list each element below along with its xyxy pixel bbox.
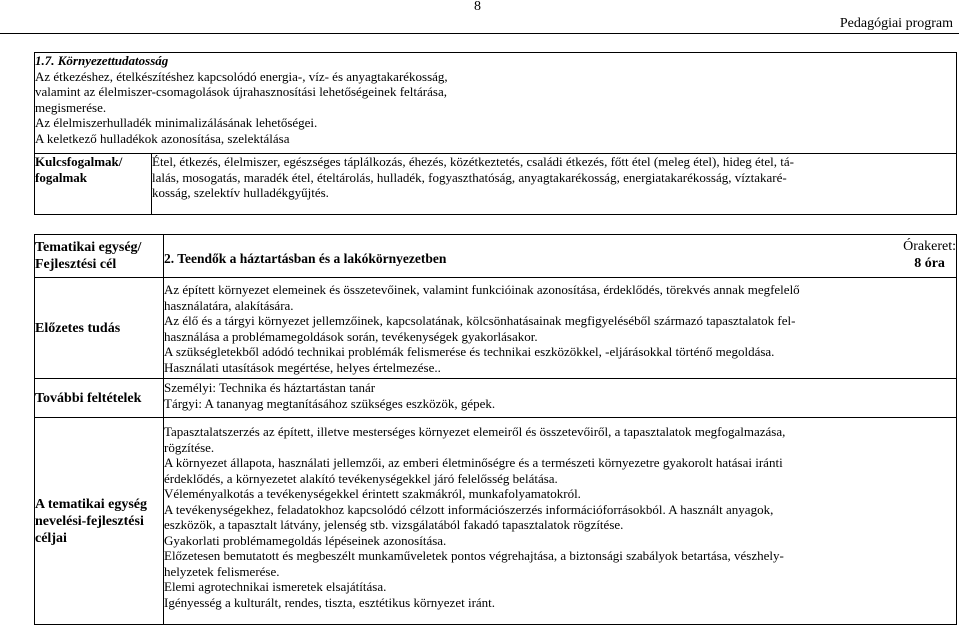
prior-knowledge-line: használatára, alakítására.: [164, 297, 294, 313]
page-number: 8: [474, 0, 481, 14]
prior-knowledge-line: Az épített környezet elemeinek és összetevőinek, valamint funkcióinak azonosítása, érdeklődés, törekvés annak megfelelő: [164, 282, 800, 297]
conditions-cell: [164, 379, 957, 418]
conditions-label-cell: [35, 379, 164, 418]
prior-knowledge-label: Előzetes tudás: [35, 320, 121, 336]
goals-line: Gyakorlati problémamegoldás lépéseinek azonosítása.: [164, 532, 447, 548]
intro-line: Az étkezéshez, ételkészítéshez kapcsolódó energia-, víz- és anyagtakarékosság,: [35, 68, 448, 84]
goals-label: A tematikai egység: [35, 496, 147, 512]
keywords-line: lalás, mosogatás, maradék étel, ételtárolás, hulladék, fogyaszthatóság, anyagtakarékosság, energiatakarékosság, víztakaré-: [152, 169, 787, 185]
keywords-label-cell: [35, 154, 152, 215]
prior-knowledge-line: Használati utasítások megértése, helyes értelmezése..: [164, 359, 441, 375]
topic-label: Tematikai egység/: [35, 240, 142, 255]
goals-line: Véleményalkotás a tevékenységekkel érintett szakmákról, munkafolyamatokról.: [164, 486, 581, 501]
goals-line: Előzetesen bemutatott és megbeszélt munkaműveletek pontos végrehajtása, a biztonsági szabályok betartása, vészhely-: [164, 548, 784, 563]
hours-value: 8 óra: [914, 256, 945, 271]
keywords-label: fogalmak: [35, 169, 87, 185]
topic-label: Fejlesztési cél: [35, 257, 117, 272]
goals-line: A tevékenységekhez, feladatokhoz kapcsolódó célzott információszerzés információforrásokból. A használt anyagok,: [164, 501, 774, 517]
goals-row: [35, 418, 957, 625]
topic-row: [35, 235, 957, 278]
prior-knowledge-line: Az élő és a tárgyi környezet jellemzőinek, kapcsolatának, kölcsönhatásainak megfigyeléséből származó tapasztalatok fel-: [164, 313, 796, 328]
hours-block: [903, 235, 956, 272]
intro-row: [35, 53, 957, 154]
keywords-text-cell: [152, 154, 957, 215]
document-header-title: Pedagógiai program: [839, 16, 953, 31]
topic-title: 2. Teendők a háztartásban és a lakókörnyezetben: [164, 251, 447, 266]
goals-label: nevelési-fejlesztési: [35, 513, 144, 529]
keywords-row: [35, 154, 957, 215]
thematic-unit-table: [34, 234, 957, 625]
goals-label-cell: [35, 418, 164, 625]
goals-line: Tapasztalatszerzés az épített, illetve mesterséges környezet elemeiről és összetevőiről, a tapasztalatok megfogalmazása,: [164, 424, 786, 439]
topic-label-cell: [35, 235, 164, 278]
keywords-line: Étel, étkezés, élelmiszer, egészséges táplálkozás, éhezés, közétkeztetés, családi étkezés, főtt étel (meleg étel), hideg étel, tá-: [152, 154, 794, 169]
prior-knowledge-cell: [164, 278, 957, 379]
section-heading: 1.7. Környezettudatosság: [35, 53, 169, 68]
hours-label: Órakeret:: [903, 239, 956, 254]
intro-line: megismerése.: [35, 99, 107, 115]
intro-cell: [35, 53, 957, 154]
goals-line: eszközök, a tapasztalt látvány, jelenség stb. vizsgálatából fakadó tapasztalatok rögzítése.: [164, 517, 624, 532]
intro-line: Az élelmiszerhulladék minimalizálásának lehetőségei.: [35, 115, 318, 130]
topic-cell: [164, 235, 957, 278]
goals-line: Elemi agrotechnikai ismeretek elsajátítása.: [164, 579, 387, 594]
conditions-line: Személyi: Technika és háztartástan tanár: [164, 380, 376, 395]
conditions-row: [35, 379, 957, 418]
keywords-label: Kulcsfogalmak/: [35, 154, 123, 169]
intro-line: valamint az élelmiszer-csomagolások újrahasznosítási lehetőségeinek feltárása,: [35, 84, 447, 99]
goals-line: A környezet állapota, használati jellemzői, az emberi életminőségre és a természeti környezetre gyakorolt hatásai iránti: [164, 455, 783, 470]
header-divider: [0, 33, 959, 34]
conditions-line: Tárgyi: A tananyag megtanításához szükséges eszközök, gépek.: [164, 395, 496, 411]
keywords-line: kosság, szelektív hulladékgyűjtés.: [152, 185, 329, 200]
intro-line: A keletkező hulladékok azonosítása, szelektálása: [35, 130, 290, 146]
conditions-label: További feltételek: [35, 390, 142, 406]
prior-knowledge-line: használása a problémamegoldások során, tevékenységek gyakorlásakor.: [164, 328, 538, 344]
prior-knowledge-label-cell: [35, 278, 164, 379]
goals-label: céljai: [35, 530, 67, 546]
goals-line: helyzetek felismerése.: [164, 563, 280, 579]
goals-line: érdeklődés, a környezetet alakító tevékenységekkel járó felelősség belátása.: [164, 470, 558, 486]
prior-knowledge-line: A szükségletekből adódó technikai problémák felismerése és technikai eszközökkel, -eljárásokkal történő megoldása.: [164, 344, 775, 359]
intro-table: [34, 52, 957, 215]
goals-line: rögzítése.: [164, 439, 215, 455]
prior-knowledge-row: [35, 278, 957, 379]
goals-line: Igényesség a kulturált, rendes, tiszta, esztétikus környezet iránt.: [164, 594, 496, 610]
goals-cell: [164, 418, 957, 625]
